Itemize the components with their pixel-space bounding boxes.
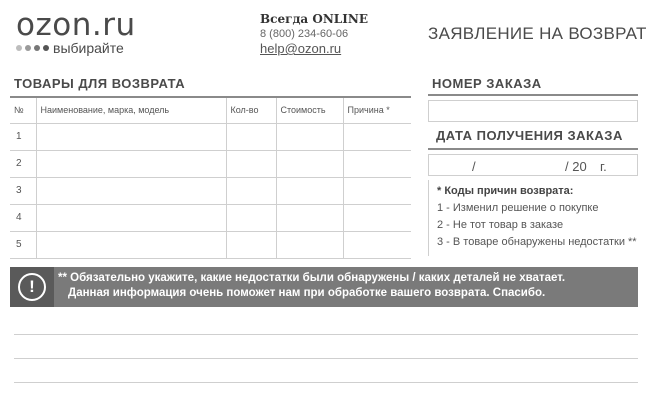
col-name: Наименование, марка, модель [36, 97, 226, 123]
logo-dots-icon [16, 45, 49, 51]
cell-reason[interactable] [343, 150, 411, 177]
col-qty: Кол-во [226, 97, 276, 123]
notice-text [58, 271, 565, 301]
cell-reason[interactable] [343, 123, 411, 150]
writing-line[interactable] [14, 334, 638, 335]
notice-icon-box [10, 267, 54, 307]
cell-price[interactable] [276, 123, 343, 150]
col-number: № [10, 97, 36, 123]
cell-qty[interactable] [226, 204, 276, 231]
cell-price[interactable] [276, 177, 343, 204]
col-price: Стоимость [276, 97, 343, 123]
table-row [10, 204, 411, 231]
table-row [10, 177, 411, 204]
document-title: ЗАЯВЛЕНИЕ НА ВОЗВРАТ [428, 24, 647, 43]
goods-header-row [10, 97, 411, 123]
notice-line-1: ** Обязательно укажите, какие недостатки были обнаружены / каких деталей не хватает. [58, 272, 566, 284]
table-row [10, 150, 411, 177]
writing-line[interactable] [14, 358, 638, 359]
col-reason: Причина * [343, 97, 411, 123]
date-section-title: ДАТА ПОЛУЧЕНИЯ ЗАКАЗА [436, 128, 623, 143]
cell-reason[interactable] [343, 177, 411, 204]
order-number-field[interactable] [428, 100, 638, 122]
reason-code-item: 3 - В товаре обнаружены недостатки ** [437, 236, 637, 248]
logo-tld: .ru [91, 7, 136, 43]
order-title-rule [428, 94, 638, 96]
writing-line[interactable] [14, 382, 638, 383]
cell-qty[interactable] [226, 150, 276, 177]
order-section-title: НОМЕР ЗАКАЗА [432, 76, 542, 91]
contact-block [260, 12, 368, 58]
reason-codes-title: * Коды причин возврата: [437, 185, 574, 197]
cell-reason[interactable] [343, 204, 411, 231]
ozon-logo [16, 7, 136, 56]
row-number: 5 [10, 231, 36, 258]
reason-codes [428, 180, 638, 256]
phone-number: 8 (800) 234-60-06 [260, 28, 349, 40]
date-year-prefix: / 20 [565, 159, 587, 174]
cell-name[interactable] [36, 204, 226, 231]
cell-name[interactable] [36, 150, 226, 177]
table-row [10, 231, 411, 258]
row-number: 1 [10, 123, 36, 150]
row-number: 3 [10, 177, 36, 204]
cell-price[interactable] [276, 150, 343, 177]
row-number: 4 [10, 204, 36, 231]
email-link[interactable]: help@ozon.ru [260, 41, 342, 56]
cell-qty[interactable] [226, 177, 276, 204]
logo-slogan: выбирайте [53, 40, 124, 56]
cell-name[interactable] [36, 177, 226, 204]
table-row [10, 123, 411, 150]
cell-reason[interactable] [343, 231, 411, 258]
reason-code-item: 2 - Не тот товар в заказе [437, 219, 564, 231]
cell-price[interactable] [276, 231, 343, 258]
reason-code-item: 1 - Изменил решение о покупке [437, 202, 599, 214]
date-title-rule [428, 148, 638, 150]
date-separator: / [472, 159, 476, 174]
defects-notice [10, 267, 638, 307]
date-year-suffix: г. [600, 159, 607, 174]
exclamation-icon: ! [18, 273, 46, 301]
notice-line-2: Данная информация очень поможет нам при обработке вашего возврата. Спасибо. [68, 287, 546, 299]
goods-table [10, 96, 411, 259]
online-label: Всегда ONLINE [260, 12, 368, 26]
cell-qty[interactable] [226, 231, 276, 258]
row-number: 2 [10, 150, 36, 177]
goods-section-title: ТОВАРЫ ДЛЯ ВОЗВРАТА [14, 76, 186, 91]
logo-wordmark [16, 7, 136, 43]
cell-name[interactable] [36, 123, 226, 150]
cell-price[interactable] [276, 204, 343, 231]
cell-name[interactable] [36, 231, 226, 258]
cell-qty[interactable] [226, 123, 276, 150]
logo-word: ozon [16, 7, 92, 43]
